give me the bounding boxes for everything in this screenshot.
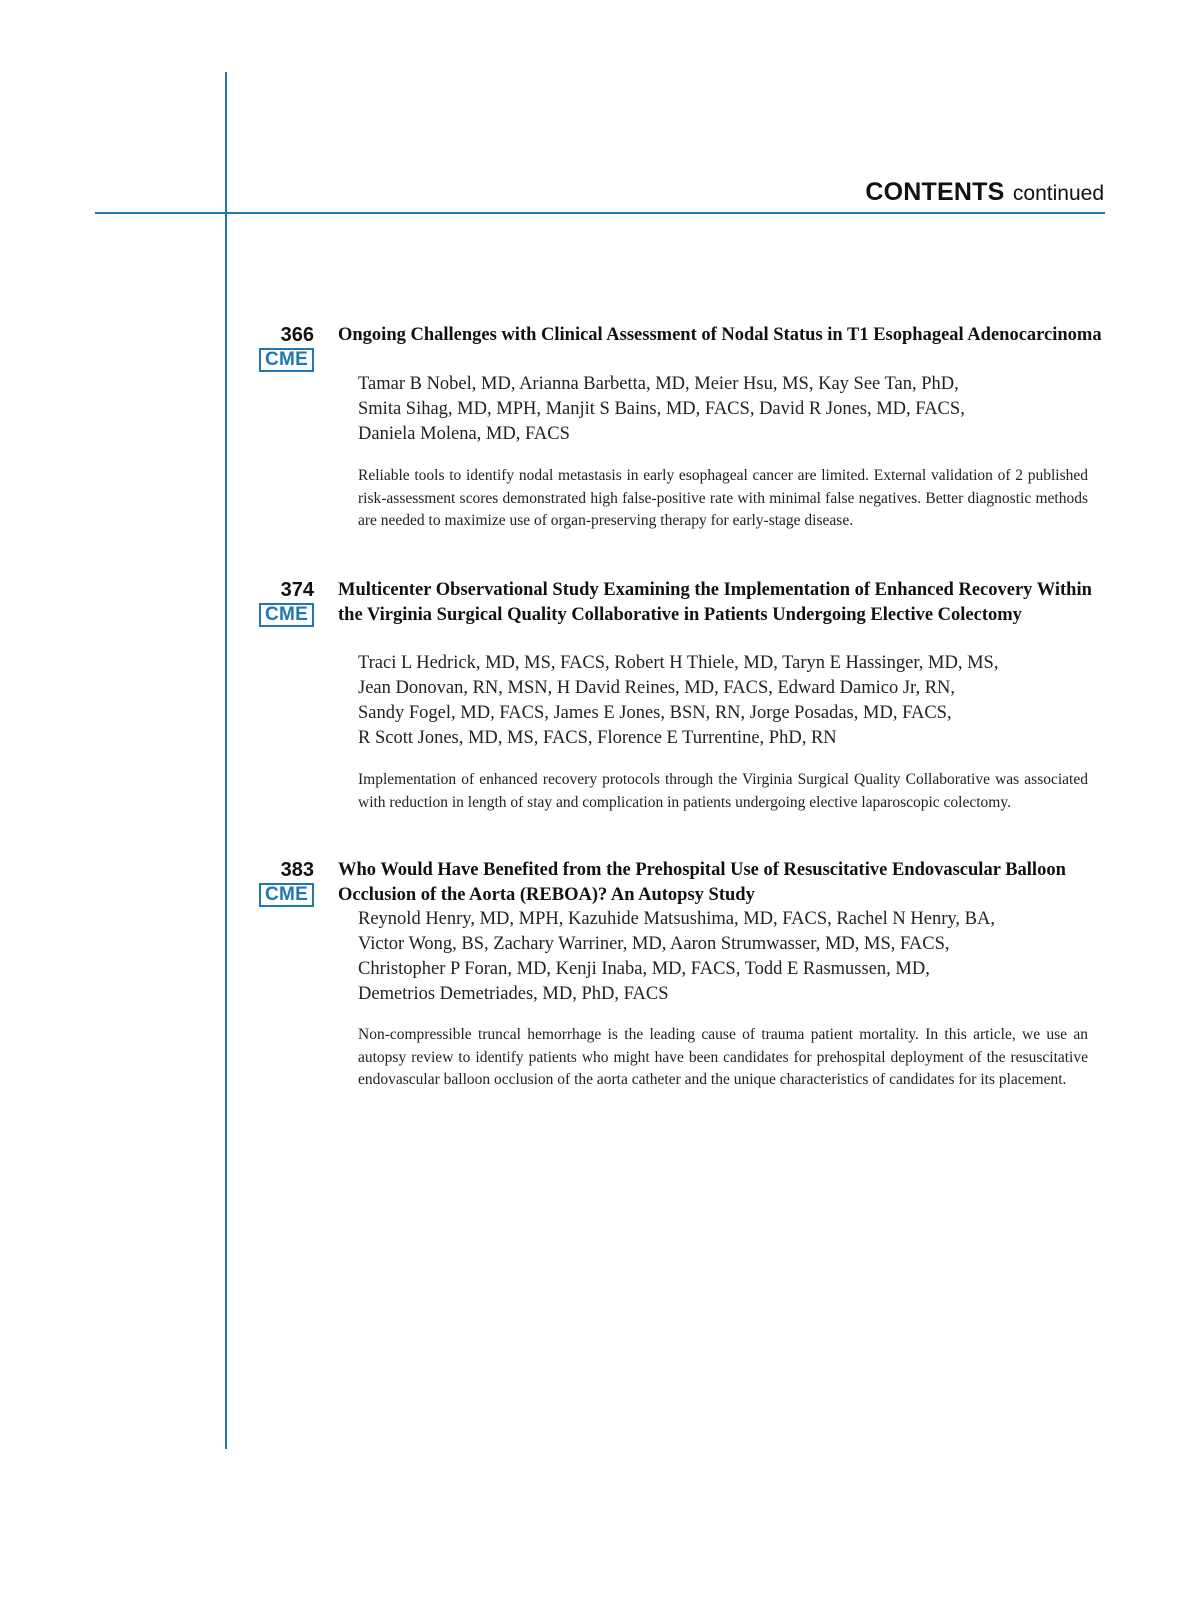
article-authors (358, 651, 1103, 751)
page-header (865, 178, 1104, 207)
article-abstract: Non-compressible truncal hemorrhage is the leading cause of trauma patient mortality. In this article, we use an autopsy review to identify patients who might have been candidates for prehospital deployment of the resuscitative endovascular balloon occlusion of the aorta catheter and the unique characteristics of candidates for its placement. (358, 1026, 1088, 1088)
page-number[interactable]: 383 (280, 859, 314, 881)
author-line: Daniela Molena, MD, FACS (358, 424, 570, 444)
article-abstract: Implementation of enhanced recovery protocols through the Virginia Surgical Quality Collaborative was associated with reduction in length of stay and complication in patients undergoing elective laparoscopic colectomy. (358, 771, 1088, 811)
author-line: R Scott Jones, MD, MS, FACS, Florence E Turrentine, PhD, RN (358, 728, 837, 748)
cme-badge: CME (259, 348, 314, 372)
author-line: Christopher P Foran, MD, Kenji Inaba, MD, FACS, Todd E Rasmussen, MD, (358, 959, 930, 979)
author-line: Tamar B Nobel, MD, Arianna Barbetta, MD, Meier Hsu, MS, Kay See Tan, PhD, (358, 374, 959, 394)
header-title: CONTENTS (865, 178, 1005, 206)
author-line: Smita Sihag, MD, MPH, Manjit S Bains, MD, FACS, David R Jones, MD, FACS, (358, 399, 965, 419)
article-authors (358, 372, 1103, 447)
author-line: Reynold Henry, MD, MPH, Kazuhide Matsushima, MD, FACS, Rachel N Henry, BA, (358, 909, 995, 929)
page-number[interactable]: 366 (280, 324, 314, 346)
article-title[interactable]: Multicenter Observational Study Examining the Implementation of Enhanced Recovery Within the Virginia Surgical Quality Collaborative in Patients Undergoing Elective Colectomy (338, 580, 1092, 625)
cme-badge: CME (259, 883, 314, 907)
author-line: Jean Donovan, RN, MSN, H David Reines, MD, FACS, Edward Damico Jr, RN, (358, 678, 956, 698)
page-number[interactable]: 374 (280, 579, 314, 601)
cme-badge: CME (259, 603, 314, 627)
author-line: Demetrios Demetriades, MD, PhD, FACS (358, 984, 669, 1004)
horizontal-rule (95, 212, 1105, 214)
header-continued: continued (1012, 182, 1104, 205)
article-title[interactable]: Ongoing Challenges with Clinical Assessment of Nodal Status in T1 Esophageal Adenocarcinoma (338, 325, 1102, 345)
article-title[interactable]: Who Would Have Benefited from the Prehospital Use of Resuscitative Endovascular Balloon Occlusion of the Aorta (REBOA)? An Autopsy Study (338, 860, 1066, 905)
author-line: Traci L Hedrick, MD, MS, FACS, Robert H Thiele, MD, Taryn E Hassinger, MD, MS, (358, 653, 999, 673)
author-line: Victor Wong, BS, Zachary Warriner, MD, Aaron Strumwasser, MD, MS, FACS, (358, 934, 950, 954)
vertical-rule (225, 72, 227, 1449)
article-authors (358, 907, 1103, 1007)
article-abstract: Reliable tools to identify nodal metastasis in early esophageal cancer are limited. External validation of 2 published risk-assessment scores demonstrated high false-positive rate with minimal false negatives. Better diagnostic methods are needed to maximize use of organ-preserving therapy for early-stage disease. (358, 467, 1088, 529)
author-line: Sandy Fogel, MD, FACS, James E Jones, BSN, RN, Jorge Posadas, MD, FACS, (358, 703, 952, 723)
